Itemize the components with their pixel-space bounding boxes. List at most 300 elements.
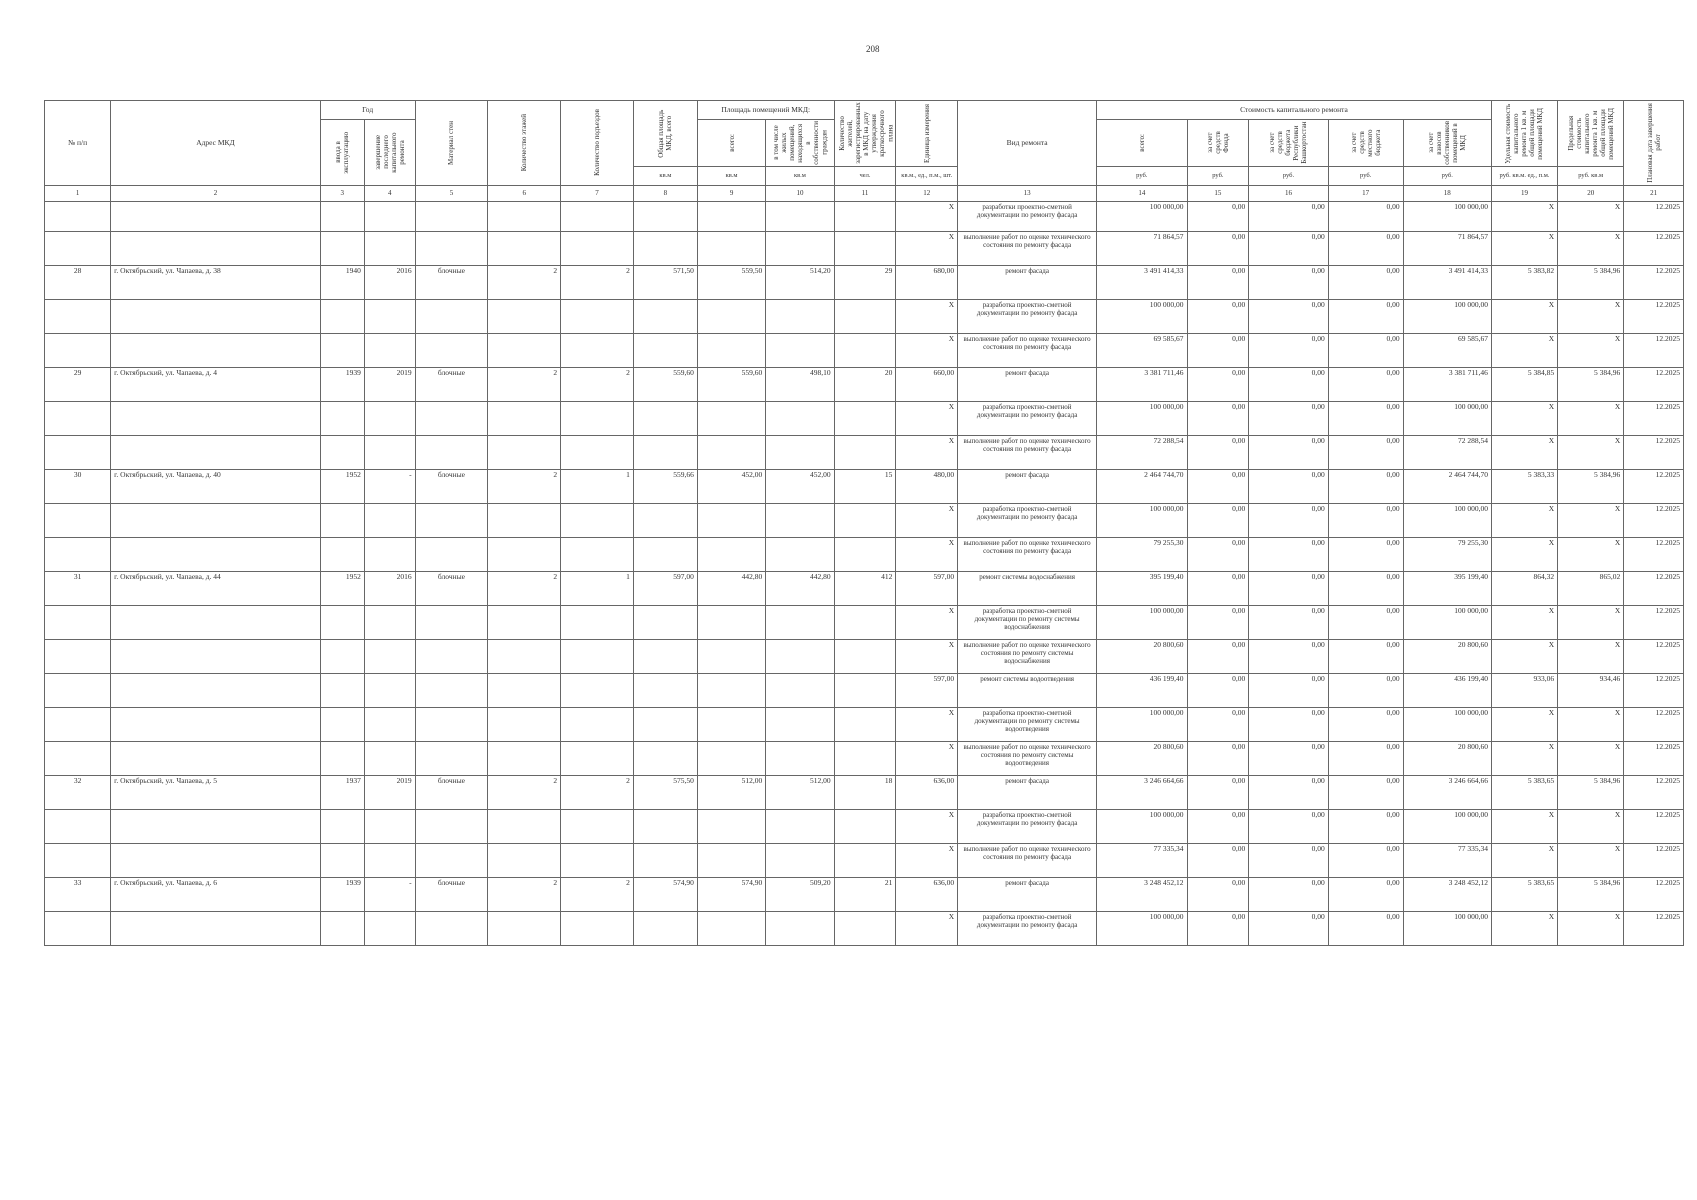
address-cell: г. Октябрьский, ул. Чапаева, д. 40 [111, 469, 321, 503]
empty-cell [633, 809, 697, 843]
empty-cell [834, 537, 896, 571]
planned-date-cell: 12.2025 [1624, 605, 1684, 639]
year-last-repair-cell: - [364, 469, 415, 503]
empty-cell [320, 537, 364, 571]
cost-local-cell: 0,00 [1328, 537, 1403, 571]
empty-cell [697, 809, 765, 843]
cost-total-cell: 100 000,00 [1097, 503, 1187, 537]
empty-cell [111, 503, 321, 537]
max-cost-cell: X [1558, 809, 1624, 843]
empty-cell [45, 809, 111, 843]
empty-cell [320, 741, 364, 775]
cost-local-cell: 0,00 [1328, 435, 1403, 469]
empty-cell [834, 809, 896, 843]
empty-cell [320, 605, 364, 639]
empty-cell [45, 673, 111, 707]
header-floors: Количество этажей [488, 101, 561, 186]
empty-cell [766, 707, 834, 741]
column-number: 20 [1558, 185, 1624, 201]
empty-cell [320, 673, 364, 707]
unit-cell: X [896, 639, 958, 673]
empty-cell [488, 843, 561, 877]
wall-material-cell: блочные [415, 469, 488, 503]
total-area-cell: 559,66 [633, 469, 697, 503]
planned-date-cell: 12.2025 [1624, 571, 1684, 605]
empty-cell [415, 673, 488, 707]
empty-cell [561, 503, 634, 537]
cost-fund-cell: 0,00 [1187, 265, 1249, 299]
cost-fund-cell: 0,00 [1187, 571, 1249, 605]
column-number: 4 [364, 185, 415, 201]
work-row [45, 401, 1684, 435]
unit-cost-cell: X [1491, 401, 1557, 435]
cost-owners-cell: 69 585,67 [1403, 333, 1491, 367]
header-cost-region: за счет средств бюджета Республики Башкортостан [1249, 120, 1328, 167]
empty-cell [364, 707, 415, 741]
max-cost-cell: X [1558, 843, 1624, 877]
cost-region-cell: 0,00 [1249, 707, 1328, 741]
header-premises-group: Площадь помещений МКД: [697, 101, 834, 120]
empty-cell [415, 639, 488, 673]
empty-cell [45, 435, 111, 469]
row-number: 28 [45, 265, 111, 299]
empty-cell [697, 741, 765, 775]
year-commission-cell: 1952 [320, 571, 364, 605]
header-year-last-repair: завершение последнего капитального ремонта [364, 120, 415, 186]
cost-owners-cell: 77 335,34 [1403, 843, 1491, 877]
work-row [45, 741, 1684, 775]
cost-region-cell: 0,00 [1249, 231, 1328, 265]
work-row [45, 843, 1684, 877]
cost-local-cell: 0,00 [1328, 877, 1403, 911]
empty-cell [561, 401, 634, 435]
unit-cost-cell: X [1491, 741, 1557, 775]
empty-cell [364, 843, 415, 877]
total-area-cell: 597,00 [633, 571, 697, 605]
column-number: 21 [1624, 185, 1684, 201]
unit-cell: 597,00 [896, 571, 958, 605]
cost-total-cell: 20 800,60 [1097, 639, 1187, 673]
planned-date-cell: 12.2025 [1624, 201, 1684, 231]
year-last-repair-cell: 2019 [364, 775, 415, 809]
column-number: 5 [415, 185, 488, 201]
floors-cell: 2 [488, 367, 561, 401]
floors-cell: 2 [488, 877, 561, 911]
empty-cell [111, 401, 321, 435]
max-cost-cell: X [1558, 299, 1624, 333]
max-cost-cell: X [1558, 231, 1624, 265]
empty-cell [364, 231, 415, 265]
empty-cell [45, 537, 111, 571]
unit-cost-cell: X [1491, 911, 1557, 945]
planned-date-cell: 12.2025 [1624, 673, 1684, 707]
unit-cost-cell: 5 383,82 [1491, 265, 1557, 299]
unit-cost-cell: 933,06 [1491, 673, 1557, 707]
cost-owners-cell: 436 199,40 [1403, 673, 1491, 707]
cost-region-cell: 0,00 [1249, 299, 1328, 333]
max-cost-cell: X [1558, 911, 1624, 945]
empty-cell [45, 639, 111, 673]
premises-owned-cell: 509,20 [766, 877, 834, 911]
cost-region-cell: 0,00 [1249, 605, 1328, 639]
empty-cell [834, 639, 896, 673]
empty-cell [364, 503, 415, 537]
cost-region-cell: 0,00 [1249, 537, 1328, 571]
cost-local-cell: 0,00 [1328, 911, 1403, 945]
empty-cell [561, 231, 634, 265]
work-row [45, 231, 1684, 265]
max-cost-cell: X [1558, 639, 1624, 673]
unit-cost-cell: 5 383,65 [1491, 877, 1557, 911]
unit-cost-cell: X [1491, 299, 1557, 333]
empty-cell [766, 673, 834, 707]
empty-cell [364, 809, 415, 843]
work-type-cell: разработки проектно-сметной документации по ремонту фасада [958, 201, 1097, 231]
empty-cell [766, 231, 834, 265]
empty-cell [633, 435, 697, 469]
cost-local-cell: 0,00 [1328, 605, 1403, 639]
empty-cell [561, 639, 634, 673]
cost-owners-cell: 100 000,00 [1403, 299, 1491, 333]
work-type-cell: выполнение работ по оценке технического состояния по ремонту фасада [958, 333, 1097, 367]
max-cost-cell: X [1558, 503, 1624, 537]
cost-owners-cell: 3 246 664,66 [1403, 775, 1491, 809]
work-type-cell: ремонт системы водоснабжения [958, 571, 1097, 605]
total-area-cell: 575,50 [633, 775, 697, 809]
max-cost-cell: 5 384,96 [1558, 775, 1624, 809]
premises-total-cell: 512,00 [697, 775, 765, 809]
header-work-type: Вид ремонта [958, 101, 1097, 186]
cost-total-cell: 71 864,57 [1097, 231, 1187, 265]
empty-cell [766, 333, 834, 367]
empty-cell [111, 299, 321, 333]
empty-cell [697, 333, 765, 367]
wall-material-cell: блочные [415, 265, 488, 299]
work-type-cell: разработка проектно-сметной документации по ремонту системы водоснабжения [958, 605, 1097, 639]
empty-cell [488, 809, 561, 843]
empty-cell [45, 741, 111, 775]
unit-cost-cell: X [1491, 809, 1557, 843]
header-year-commission: ввода в эксплуатацию [320, 120, 364, 186]
year-commission-cell: 1939 [320, 877, 364, 911]
cost-region-cell: 0,00 [1249, 367, 1328, 401]
empty-cell [111, 639, 321, 673]
empty-cell [766, 201, 834, 231]
empty-cell [834, 741, 896, 775]
empty-cell [111, 809, 321, 843]
cost-region-cell: 0,00 [1249, 469, 1328, 503]
planned-date-cell: 12.2025 [1624, 231, 1684, 265]
residents-cell: 18 [834, 775, 896, 809]
max-cost-cell: X [1558, 537, 1624, 571]
empty-cell [834, 673, 896, 707]
column-number: 11 [834, 185, 896, 201]
column-number: 19 [1491, 185, 1557, 201]
header-cost-owners: за счет взносов собственников помещений в МКД [1403, 120, 1491, 167]
empty-cell [364, 605, 415, 639]
empty-cell [633, 605, 697, 639]
unit-cost-cell: X [1491, 639, 1557, 673]
planned-date-cell: 12.2025 [1624, 435, 1684, 469]
empty-cell [561, 809, 634, 843]
empty-cell [111, 707, 321, 741]
cost-fund-cell: 0,00 [1187, 605, 1249, 639]
cost-region-cell: 0,00 [1249, 741, 1328, 775]
work-type-cell: разработка проектно-сметной документации по ремонту фасада [958, 911, 1097, 945]
cost-owners-cell: 100 000,00 [1403, 809, 1491, 843]
house-row [45, 367, 1684, 401]
repair-register-sheet [44, 100, 1684, 946]
work-row [45, 707, 1684, 741]
empty-cell [633, 537, 697, 571]
cost-total-cell: 100 000,00 [1097, 299, 1187, 333]
planned-date-cell: 12.2025 [1624, 911, 1684, 945]
page-number: 208 [866, 44, 880, 54]
cost-total-cell: 100 000,00 [1097, 605, 1187, 639]
empty-cell [364, 911, 415, 945]
empty-cell [415, 537, 488, 571]
empty-cell [488, 503, 561, 537]
unit-cell: X [896, 809, 958, 843]
empty-cell [633, 201, 697, 231]
work-type-cell: выполнение работ по оценке технического состояния по ремонту фасада [958, 435, 1097, 469]
premises-owned-cell: 442,80 [766, 571, 834, 605]
cost-fund-cell: 0,00 [1187, 333, 1249, 367]
unit-cell: X [896, 401, 958, 435]
unit-cost-fund: руб. [1187, 166, 1249, 185]
column-number: 6 [488, 185, 561, 201]
empty-cell [766, 605, 834, 639]
unit-cost-cell: X [1491, 201, 1557, 231]
empty-cell [766, 435, 834, 469]
empty-cell [561, 333, 634, 367]
cost-owners-cell: 100 000,00 [1403, 401, 1491, 435]
cost-region-cell: 0,00 [1249, 503, 1328, 537]
empty-cell [697, 537, 765, 571]
cost-local-cell: 0,00 [1328, 571, 1403, 605]
unit-cost-region: руб. [1249, 166, 1328, 185]
empty-cell [488, 605, 561, 639]
cost-fund-cell: 0,00 [1187, 469, 1249, 503]
floors-cell: 2 [488, 469, 561, 503]
empty-cell [834, 401, 896, 435]
work-type-cell: выполнение работ по оценке технического состояния по ремонту фасада [958, 843, 1097, 877]
unit-cost-cell: X [1491, 537, 1557, 571]
header-entrances: Количество подъездов [561, 101, 634, 186]
empty-cell [633, 503, 697, 537]
header-unit-cost: Удельная стоимость капитального ремонта 1 кв. м общей площади помещений МКД [1491, 101, 1557, 167]
total-area-cell: 559,60 [633, 367, 697, 401]
empty-cell [364, 333, 415, 367]
max-cost-cell: 934,46 [1558, 673, 1624, 707]
unit-cell: X [896, 201, 958, 231]
year-last-repair-cell: 2019 [364, 367, 415, 401]
cost-total-cell: 20 800,60 [1097, 741, 1187, 775]
empty-cell [415, 911, 488, 945]
unit-cell: 636,00 [896, 775, 958, 809]
work-type-cell: ремонт фасада [958, 367, 1097, 401]
cost-region-cell: 0,00 [1249, 843, 1328, 877]
empty-cell [834, 435, 896, 469]
cost-fund-cell: 0,00 [1187, 809, 1249, 843]
work-type-cell: ремонт фасада [958, 469, 1097, 503]
year-commission-cell: 1940 [320, 265, 364, 299]
work-type-cell: выполнение работ по оценке технического состояния по ремонту системы водоотведения [958, 741, 1097, 775]
premises-owned-cell: 498,10 [766, 367, 834, 401]
entrances-cell: 1 [561, 469, 634, 503]
work-type-cell: ремонт фасада [958, 265, 1097, 299]
repair-register-table [44, 100, 1684, 946]
premises-owned-cell: 452,00 [766, 469, 834, 503]
wall-material-cell: блочные [415, 877, 488, 911]
work-type-cell: ремонт системы водоотведения [958, 673, 1097, 707]
work-row [45, 435, 1684, 469]
empty-cell [111, 673, 321, 707]
cost-region-cell: 0,00 [1249, 201, 1328, 231]
planned-date-cell: 12.2025 [1624, 809, 1684, 843]
empty-cell [697, 401, 765, 435]
planned-date-cell: 12.2025 [1624, 265, 1684, 299]
cost-total-cell: 100 000,00 [1097, 809, 1187, 843]
residents-cell: 15 [834, 469, 896, 503]
empty-cell [415, 741, 488, 775]
unit-measure: кв.м., ед., п.м., шт. [896, 166, 958, 185]
cost-owners-cell: 100 000,00 [1403, 503, 1491, 537]
empty-cell [561, 673, 634, 707]
unit-cost-cell: X [1491, 707, 1557, 741]
year-commission-cell: 1939 [320, 367, 364, 401]
work-row [45, 299, 1684, 333]
header-cost-local: за счет средств местного бюджета [1328, 120, 1403, 167]
entrances-cell: 2 [561, 877, 634, 911]
work-row [45, 503, 1684, 537]
empty-cell [697, 843, 765, 877]
unit-premises-total: кв.м [697, 166, 765, 185]
cost-local-cell: 0,00 [1328, 333, 1403, 367]
row-number: 31 [45, 571, 111, 605]
planned-date-cell: 12.2025 [1624, 367, 1684, 401]
empty-cell [320, 435, 364, 469]
empty-cell [633, 231, 697, 265]
empty-cell [415, 333, 488, 367]
cost-fund-cell: 0,00 [1187, 367, 1249, 401]
premises-total-cell: 452,00 [697, 469, 765, 503]
planned-date-cell: 12.2025 [1624, 503, 1684, 537]
row-number: 30 [45, 469, 111, 503]
entrances-cell: 2 [561, 775, 634, 809]
empty-cell [415, 605, 488, 639]
cost-total-cell: 77 335,34 [1097, 843, 1187, 877]
empty-cell [697, 673, 765, 707]
empty-cell [488, 673, 561, 707]
cost-fund-cell: 0,00 [1187, 911, 1249, 945]
empty-cell [111, 605, 321, 639]
cost-total-cell: 69 585,67 [1097, 333, 1187, 367]
unit-cost-cell: X [1491, 231, 1557, 265]
empty-cell [320, 843, 364, 877]
header-address: Адрес МКД [111, 101, 321, 186]
unit-cell: X [896, 707, 958, 741]
cost-owners-cell: 20 800,60 [1403, 639, 1491, 673]
cost-region-cell: 0,00 [1249, 673, 1328, 707]
empty-cell [364, 201, 415, 231]
house-row [45, 469, 1684, 503]
empty-cell [415, 809, 488, 843]
column-number: 14 [1097, 185, 1187, 201]
cost-owners-cell: 71 864,57 [1403, 231, 1491, 265]
column-number: 1 [45, 185, 111, 201]
planned-date-cell: 12.2025 [1624, 469, 1684, 503]
work-row [45, 639, 1684, 673]
empty-cell [561, 299, 634, 333]
column-number: 3 [320, 185, 364, 201]
empty-cell [633, 401, 697, 435]
header-planned-date: Плановая дата завершения работ [1624, 101, 1684, 186]
empty-cell [488, 201, 561, 231]
work-type-cell: разработка проектно-сметной документации по ремонту фасада [958, 503, 1097, 537]
cost-fund-cell: 0,00 [1187, 401, 1249, 435]
column-number: 13 [958, 185, 1097, 201]
cost-local-cell: 0,00 [1328, 469, 1403, 503]
max-cost-cell: X [1558, 435, 1624, 469]
empty-cell [45, 401, 111, 435]
max-cost-cell: 865,02 [1558, 571, 1624, 605]
empty-cell [697, 201, 765, 231]
house-row [45, 877, 1684, 911]
wall-material-cell: блочные [415, 571, 488, 605]
premises-total-cell: 442,80 [697, 571, 765, 605]
column-number: 16 [1249, 185, 1328, 201]
unit-cell: X [896, 605, 958, 639]
entrances-cell: 2 [561, 367, 634, 401]
planned-date-cell: 12.2025 [1624, 843, 1684, 877]
empty-cell [488, 231, 561, 265]
work-row [45, 201, 1684, 231]
cost-local-cell: 0,00 [1328, 775, 1403, 809]
empty-cell [488, 911, 561, 945]
column-number: 15 [1187, 185, 1249, 201]
empty-cell [633, 673, 697, 707]
empty-cell [320, 333, 364, 367]
empty-cell [766, 299, 834, 333]
cost-region-cell: 0,00 [1249, 809, 1328, 843]
unit-cell: X [896, 537, 958, 571]
cost-total-cell: 72 288,54 [1097, 435, 1187, 469]
wall-material-cell: блочные [415, 367, 488, 401]
residents-cell: 412 [834, 571, 896, 605]
empty-cell [320, 639, 364, 673]
row-number: 33 [45, 877, 111, 911]
cost-owners-cell: 20 800,60 [1403, 741, 1491, 775]
empty-cell [834, 201, 896, 231]
cost-fund-cell: 0,00 [1187, 775, 1249, 809]
unit-cell: X [896, 333, 958, 367]
empty-cell [633, 299, 697, 333]
cost-local-cell: 0,00 [1328, 231, 1403, 265]
cost-total-cell: 436 199,40 [1097, 673, 1187, 707]
unit-cell: 636,00 [896, 877, 958, 911]
floors-cell: 2 [488, 775, 561, 809]
cost-local-cell: 0,00 [1328, 299, 1403, 333]
empty-cell [45, 201, 111, 231]
cost-local-cell: 0,00 [1328, 201, 1403, 231]
total-area-cell: 574,90 [633, 877, 697, 911]
address-cell: г. Октябрьский, ул. Чапаева, д. 5 [111, 775, 321, 809]
empty-cell [415, 435, 488, 469]
empty-cell [45, 707, 111, 741]
unit-cost-cell: 5 383,33 [1491, 469, 1557, 503]
cost-local-cell: 0,00 [1328, 741, 1403, 775]
